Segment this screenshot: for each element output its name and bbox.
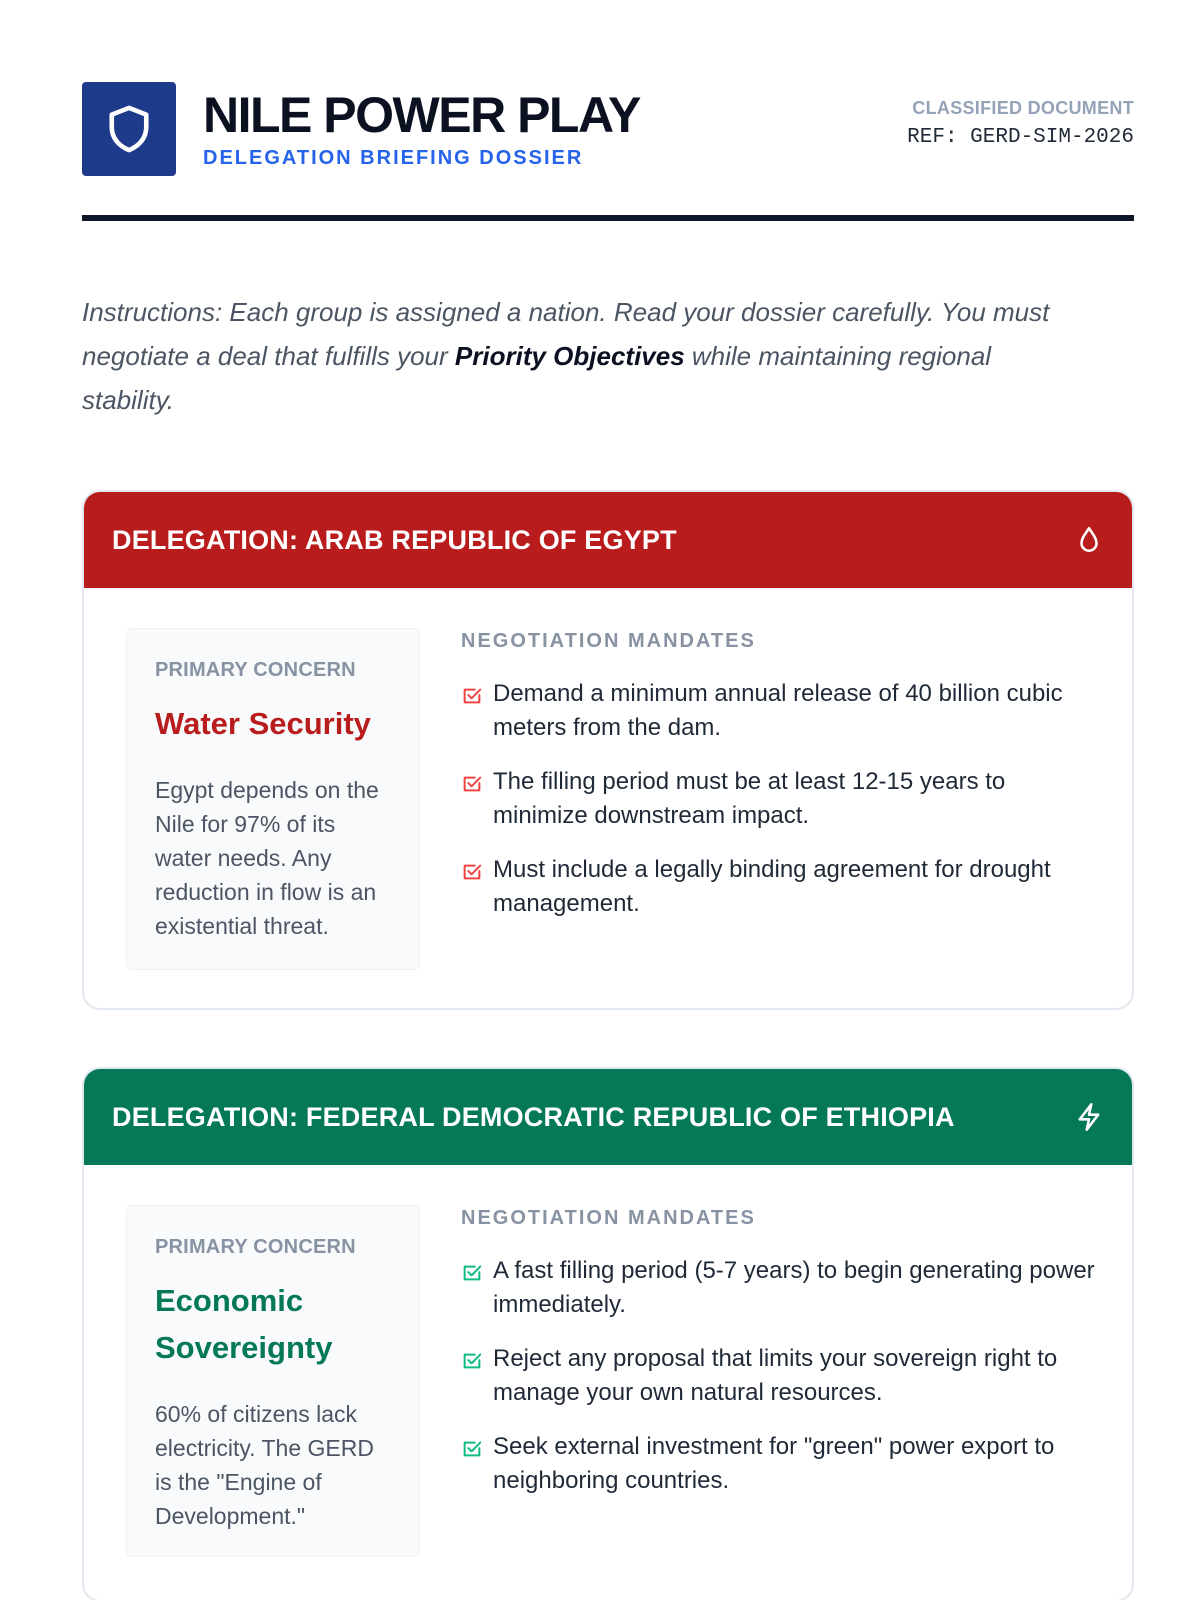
instructions-emphasis: Priority Objectives <box>454 341 685 371</box>
mandate-item <box>461 677 1101 745</box>
mandate-item <box>461 765 1101 833</box>
reference-code: REF: GERD-SIM-2026 <box>907 126 1134 149</box>
mandate-text: Seek external investment for "green" power export to neighboring countries. <box>493 1433 1055 1494</box>
checkbox-checked-icon <box>461 773 483 795</box>
primary-concern-panel <box>126 628 420 970</box>
delegation-title: DELEGATION: ARAB REPUBLIC OF EGYPT <box>112 524 677 555</box>
checkbox-checked-icon <box>461 861 483 883</box>
delegation-card-ethiopia <box>82 1067 1134 1600</box>
mandate-text: Must include a legally binding agreement for drought management. <box>493 856 1051 917</box>
mandate-text: The filling period must be at least 12-15 years to minimize downstream impact. <box>493 768 1006 829</box>
lightning-icon <box>1074 1102 1104 1132</box>
primary-concern-panel <box>126 1205 420 1557</box>
mandates-label: NEGOTIATION MANDATES <box>461 630 756 652</box>
delegation-header <box>84 1069 1132 1165</box>
instructions-text-end: while maintaining regional stability. <box>82 341 992 415</box>
mandate-text: Demand a minimum annual release of 40 billion cubic meters from the dam. <box>493 680 1063 741</box>
mandate-text: A fast filling period (5-7 years) to begin generating power immediately. <box>493 1257 1095 1318</box>
mandate-item <box>461 1254 1101 1322</box>
mandate-item <box>461 1430 1101 1498</box>
delegation-title: DELEGATION: FEDERAL DEMOCRATIC REPUBLIC OF ETHIOPIA <box>112 1101 955 1132</box>
checkbox-checked-icon <box>461 1262 483 1284</box>
mandate-text: Reject any proposal that limits your sovereign right to manage your own natural resources. <box>493 1345 1058 1406</box>
header-divider <box>82 215 1134 221</box>
checkbox-checked-icon <box>461 685 483 707</box>
logo <box>82 82 176 176</box>
mandate-item <box>461 1342 1101 1410</box>
page-title: NILE POWER PLAY <box>203 87 640 143</box>
document-header <box>82 82 1134 222</box>
concern-title: Water Security <box>155 706 371 741</box>
water-drop-icon <box>1074 525 1104 555</box>
shield-icon <box>106 104 152 154</box>
checkbox-checked-icon <box>461 1438 483 1460</box>
instructions <box>82 290 1082 422</box>
concern-description: 60% of citizens lack electricity. The GERD is the "Engine of Development." <box>155 1401 374 1529</box>
mandate-item <box>461 853 1101 921</box>
checkbox-checked-icon <box>461 1350 483 1372</box>
delegation-header <box>84 492 1132 588</box>
page-subtitle: DELEGATION BRIEFING DOSSIER <box>203 147 584 169</box>
mandates-section <box>461 630 1101 941</box>
delegation-card-egypt <box>82 490 1134 1010</box>
concern-title: Economic Sovereignty <box>155 1283 333 1365</box>
concern-description: Egypt depends on the Nile for 97% of its water needs. Any reduction in flow is an existential threat. <box>155 777 379 939</box>
concern-label: PRIMARY CONCERN <box>155 1236 356 1258</box>
mandates-label: NEGOTIATION MANDATES <box>461 1207 756 1229</box>
instructions-text: Instructions: Each group is assigned a nation. Read your dossier carefully. You must negotiate a deal that fulfills your <box>82 297 1050 371</box>
classification-label: CLASSIFIED DOCUMENT <box>912 98 1134 118</box>
concern-label: PRIMARY CONCERN <box>155 659 356 681</box>
mandates-section <box>461 1207 1101 1518</box>
